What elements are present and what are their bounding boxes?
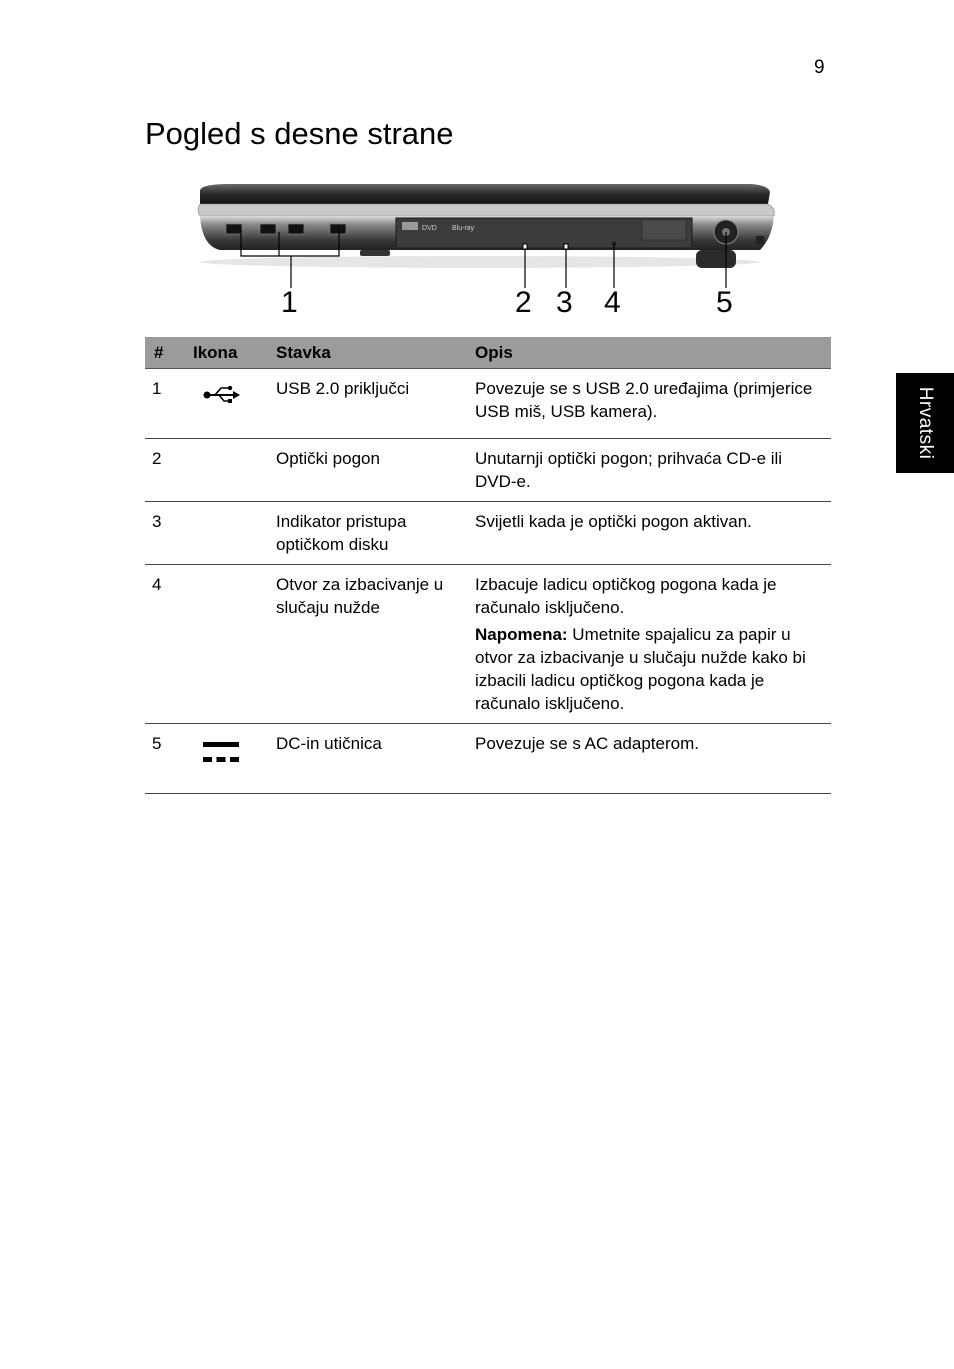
language-tab-label: Hrvatski — [915, 386, 936, 460]
row-description: Povezuje se s AC adapterom. — [466, 724, 831, 794]
header-icon: Ikona — [184, 337, 267, 369]
row-item: USB 2.0 priključci — [267, 369, 466, 439]
page-number: 9 — [814, 57, 825, 78]
row-item: Otvor za izbacivanje u slučaju nužde — [267, 565, 466, 724]
callout-4: 4 — [604, 286, 621, 319]
table-row — [145, 565, 831, 724]
row-number: 1 — [145, 369, 184, 439]
row-description — [466, 565, 831, 724]
row-item: Indikator pristupa optičkom disku — [267, 502, 466, 565]
row-icon-cell — [184, 502, 267, 565]
row-item: DC-in utičnica — [267, 724, 466, 794]
row-number: 4 — [145, 565, 184, 724]
table-row — [145, 369, 831, 439]
row-description: Unutarnji optički pogon; prihvaća CD-e ili DVD-e. — [466, 439, 831, 502]
table-row — [145, 724, 831, 794]
svg-text:DVD: DVD — [422, 225, 437, 232]
row-icon-cell — [184, 565, 267, 724]
right-side-components-table — [145, 337, 831, 794]
row-description: Povezuje se s USB 2.0 uređajima (primjerice USB miš, USB kamera). — [466, 369, 831, 439]
row-number: 5 — [145, 724, 184, 794]
header-item: Stavka — [267, 337, 466, 369]
table-row — [145, 439, 831, 502]
row-icon-cell — [184, 369, 267, 439]
language-tab — [896, 373, 954, 473]
svg-text:Blu-ray: Blu-ray — [452, 225, 475, 232]
laptop-lid — [200, 184, 770, 204]
header-description: Opis — [466, 337, 831, 369]
callout-1: 1 — [281, 286, 298, 319]
row-description-text: Izbacuje ladicu optičkog pogona kada je računalo isključeno. — [475, 575, 777, 617]
callout-5: 5 — [716, 286, 733, 319]
usb-icon — [203, 383, 241, 403]
row-icon-cell — [184, 724, 267, 794]
note-label: Napomena: — [475, 625, 568, 644]
table-header-row — [145, 337, 831, 369]
optical-drive — [396, 218, 692, 248]
callout-3: 3 — [556, 286, 573, 319]
row-item: Optički pogon — [267, 439, 466, 502]
row-description: Svijetli kada je optički pogon aktivan. — [466, 502, 831, 565]
callout-2: 2 — [515, 286, 532, 319]
table-row — [145, 502, 831, 565]
page-title: Pogled s desne strane — [145, 116, 454, 151]
laptop-right-side-illustration — [190, 176, 790, 326]
dc-in-icon — [203, 742, 241, 764]
note — [475, 623, 825, 715]
row-number: 3 — [145, 502, 184, 565]
row-number: 2 — [145, 439, 184, 502]
row-icon-cell — [184, 439, 267, 502]
note-text: Umetnite spajalicu za papir u otvor za izbacivanje u slučaju nužde kako bi izbacili ladicu optičkog pogona kada je računalo isključeno. — [475, 625, 806, 713]
header-number: # — [145, 337, 184, 369]
